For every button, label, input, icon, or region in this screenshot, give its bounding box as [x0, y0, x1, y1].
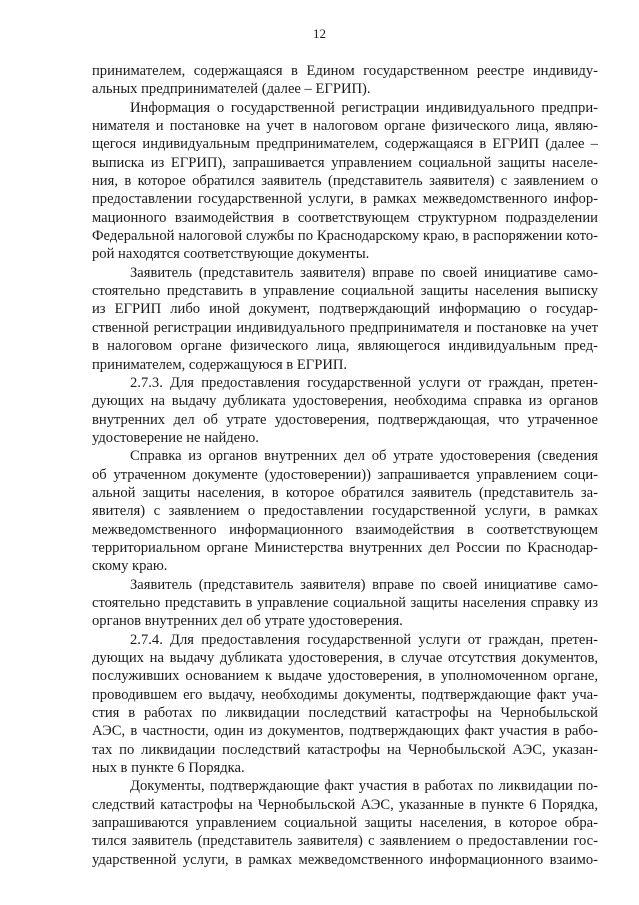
text-line: дующих на выдачу дубликата удостоверения, в случае отсутствия документов,	[92, 650, 598, 666]
text-line: тах по ликвидации последствий катастрофы на Чернобыльской АЭС, указан-	[92, 741, 598, 758]
text-line: скому краю.	[92, 558, 168, 575]
text-line: стоятельно представить в управление социальной защиты населения справку из	[92, 594, 598, 611]
document-body	[92, 62, 598, 869]
paragraph	[92, 264, 598, 374]
page-number: 12	[313, 26, 326, 41]
text-line: явителя) с заявлением о предоставлении государственной услуги, в рамках	[92, 503, 598, 520]
text-line: Документы, подтверждающие факт участия в работах по ликвидации по-	[130, 778, 598, 795]
text-line: Федеральной налоговой службы по Краснодарскому краю, в распоряжении кото-	[92, 228, 598, 245]
text-line: из ЕГРИП либо иной документ, подтверждающий информацию о государ-	[92, 301, 598, 318]
text-line: 2.7.3. Для предоставления государственной услуги от граждан, претен-	[130, 374, 598, 391]
text-line: альных предпринимателей (далее – ЕГРИП).	[92, 81, 371, 98]
text-line: проводившем его выдачу, необходимы документы, подтверждающие факт уча-	[92, 686, 598, 703]
text-line: удостоверение не найдено.	[92, 429, 259, 446]
text-line: альной защиты населения, в которое обратился заявитель (представитель за-	[92, 484, 598, 501]
paragraph	[92, 62, 598, 99]
text-line: территориальном органе Министерства внутренних дел России по Краснодар-	[92, 539, 598, 556]
text-line: 2.7.4. Для предоставления государственной услуги от граждан, претен-	[130, 631, 598, 648]
text-line: принимателем, содержащаяся в Едином государственном реестре индивиду-	[92, 63, 598, 79]
text-line: стоятельно представить в управление социальной защиты населения выписку	[92, 283, 598, 300]
text-line: внутренних дел об утрате удостоверения, подтверждающая, что утраченное	[92, 411, 598, 428]
paragraph	[92, 99, 598, 264]
text-line: ных в пункте 6 Порядка.	[92, 760, 245, 777]
paragraph	[92, 576, 598, 631]
paragraph	[92, 777, 598, 869]
text-line: тился заявитель (представитель заявителя) с заявлением о предоставлении гос-	[92, 833, 598, 850]
paragraph	[92, 447, 598, 575]
text-line: ния, в которое обратился заявитель (представитель заявителя) с заявлением о	[92, 173, 598, 190]
text-line: АЭС, в частности, один из документов, подтверждающих факт участия в рабо-	[92, 723, 598, 740]
paragraph	[92, 374, 598, 447]
text-line: рой находятся соответствующие документы.	[92, 246, 370, 263]
text-line: Заявитель (представитель заявителя) вправе по своей инициативе само-	[130, 576, 598, 593]
text-line: щегося индивидуальным предпринимателем, содержащаяся в ЕГРИП (далее –	[92, 136, 598, 153]
text-line: органов внутренних дел об утрате удостоверения.	[92, 613, 403, 630]
text-line: в налоговом органе физического лица, являющегося индивидуальным пред-	[92, 338, 598, 355]
text-line: ударственной услуги, в рамках межведомственного информационного взаимо-	[92, 851, 598, 868]
text-line: нимателя и постановке на учет в налоговом органе физического лица, являю-	[92, 118, 598, 135]
text-line: следствий катастрофы на Чернобыльской АЭС, указанные в пункте 6 Порядка,	[92, 796, 598, 813]
text-line: ственной регистрации индивидуального предпринимателя и постановке на учет	[92, 319, 598, 336]
text-line: дующих на выдачу дубликата удостоверения, необходима справка из органов	[92, 393, 598, 410]
text-line: послуживших основанием к выдаче удостоверения, в уполномоченном органе,	[92, 668, 598, 685]
text-line: об утраченном документе (удостоверении)) запрашивается управлением соци-	[92, 466, 598, 483]
paragraph	[92, 631, 598, 778]
text-line: мационного взаимодействия в соответствующем структурном подразделении	[92, 209, 598, 226]
text-line: Справка из органов внутренних дел об утрате удостоверения (сведения	[130, 448, 598, 465]
text-line: Заявитель (представитель заявителя) вправе по своей инициативе само-	[130, 264, 598, 281]
text-line: Информация о государственной регистрации индивидуального предпри-	[130, 99, 598, 116]
text-line: межведомственного информационного взаимодействия в соответствующем	[92, 521, 598, 538]
text-line: предоставлении государственной услуги, в рамках межведомственного инфор-	[92, 191, 598, 208]
text-line: выписка из ЕГРИП), запрашивается управлением социальной защиты населе-	[92, 154, 598, 171]
text-line: стия в работах по ликвидации последствий катастрофы на Чернобыльской	[92, 705, 598, 722]
text-line: запрашиваются управлением социальной защиты населения, в которое обра-	[92, 815, 598, 832]
text-line: принимателем, содержащуюся в ЕГРИП.	[92, 356, 348, 373]
